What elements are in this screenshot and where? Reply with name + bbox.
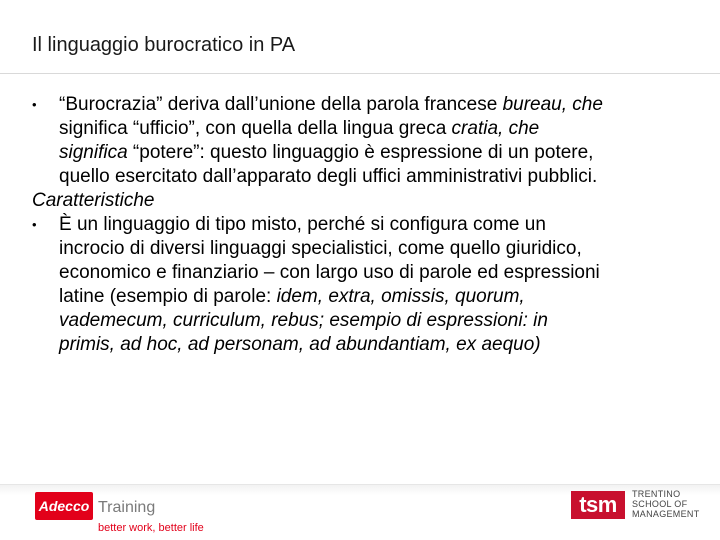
bullet2-line5: vademecum, curriculum, rebus; esempio di espressioni: in: [59, 310, 548, 331]
bullet-caratteristiche: [32, 213, 694, 357]
bullet1-line4: quello esercitato dall’apparato degli uffici amministrativi pubblici.: [59, 166, 598, 187]
bullet-dot: •: [32, 97, 37, 112]
bullet2-line1: È un linguaggio di tipo misto, perché si configura come un: [59, 214, 546, 235]
bullet2-line4: latine (esempio di parole: idem, extra, omissis, quorum,: [59, 286, 525, 307]
tsm-subtitle: [632, 489, 700, 519]
bullet2-line6: primis, ad hoc, ad personam, ad abundantiam, ex aequo): [59, 334, 541, 355]
bullet-dot: •: [32, 217, 37, 232]
tsm-logo: tsm: [571, 491, 625, 519]
training-label: Training: [98, 499, 156, 516]
bullet1-line3: significa “potere”: questo linguaggio è espressione di un potere,: [59, 142, 594, 163]
tsm-sub-line1: TRENTINO: [632, 489, 681, 499]
adecco-tagline: better work, better life: [98, 522, 204, 534]
bullet1-line2: significa “ufficio”, con quella della lingua greca cratia, che: [59, 118, 540, 139]
bullet1-line1: “Burocrazia” deriva dall’unione della parola francese bureau, che: [59, 94, 603, 115]
slide-content: [32, 93, 694, 357]
bullet-burocrazia: [32, 93, 694, 189]
adecco-logo: Adecco: [35, 492, 93, 520]
tsm-sub-line3: MANAGEMENT: [632, 509, 700, 519]
tsm-sub-line2: SCHOOL OF: [632, 499, 688, 509]
slide-title: Il linguaggio burocratico in PA: [32, 34, 296, 56]
bullet2-line2: incrocio di diversi linguaggi specialistici, come quello giuridico,: [59, 238, 582, 259]
bullet2-line3: economico e finanziario – con largo uso di parole ed espressioni: [59, 262, 600, 283]
title-divider: [0, 73, 720, 74]
section-heading: Caratteristiche: [32, 190, 155, 211]
